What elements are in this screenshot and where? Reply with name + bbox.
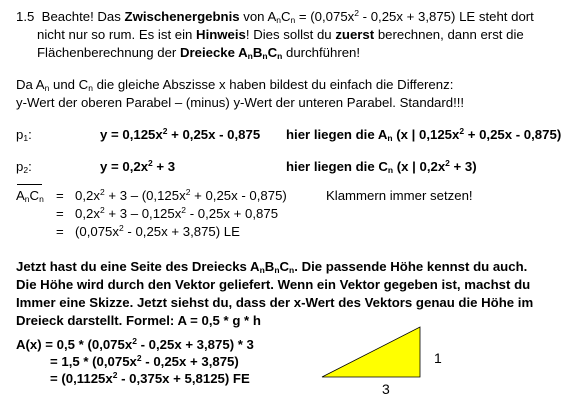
klammern-note: Klammern immer setzen! (326, 188, 473, 203)
ancn-lhs: $A_nC_n$ (16, 188, 44, 204)
intro-line-3: Flächenberechnung der Dreiecke $A_nB_nC_n$ durchführen! (37, 45, 361, 61)
intro-line-1: 1.5 Beachte! Das Zwischenergebnis von $A_nC_n = (0,075x^2 - 0,25x + 3,875)$ LE steht dort (16, 8, 534, 25)
area-line-1: $A(x) = 0,5 * (0,075x^2 - 0,25x + 3,875) * 3$ (16, 336, 254, 352)
section-number: 1.5 (16, 9, 35, 24)
area-line-3: = $(0,1125x^2 - 0,375x + 5,8125)$ FE (50, 370, 250, 386)
triangle-height-label: 1 (434, 350, 442, 366)
diff-line-2: y-Wert der oberen Parabel – (minus) y-Wert der unteren Parabel. Standard!!! (16, 95, 465, 110)
dreiecke-label: Dreiecke $A_nB_nC_n$ (179, 45, 283, 61)
zwischenergebnis: Zwischenergebnis (124, 9, 240, 24)
calc-row-3: $(0,075x^2 - 0,25x + 3,875)$ LE (75, 223, 240, 239)
equals-2: = (56, 206, 64, 221)
p2-equation: $y = 0,2x^2 + 3$ (100, 158, 176, 174)
area-line-2: = $1,5 * (0,075x^2 - 0,25x + 3,875)$ (50, 353, 239, 369)
text2-line-4: Dreieck darstellt. Formel: A = 0,5 * g * h (16, 313, 261, 328)
p1-label: $p_1$: (16, 127, 32, 143)
equals-1: = (56, 188, 64, 203)
calc-row-2: $0,2x^2 + 3 - 0,125x^2 - 0,25x + 0,875$ (75, 205, 279, 221)
zuerst: zuerst (335, 27, 375, 42)
diff-line-1: Da $A_n$ und $C_n$ die gleiche Abszisse x haben bildest du einfach die Differenz: (16, 77, 454, 93)
triangle-base-label: 3 (382, 381, 390, 397)
calc-row-1: $0,2x^2 + 3 - (0,125x^2 + 0,25x - 0,875)$ (75, 187, 287, 203)
p2-points: hier liegen die $C_n$ (x | $0,2x^2 + 3$) (286, 158, 477, 175)
p1-equation: $y = 0,125x^2 + 0,25x - 0,875$ (100, 126, 261, 142)
yellow-triangle (322, 327, 420, 377)
equals-3: = (56, 224, 64, 239)
text2-line-2: Die Höhe wird durch den Vektor geliefert. Wenn ein Vektor gegeben ist, machst du (16, 277, 531, 292)
p2-label: $p_2$: (16, 159, 32, 175)
text2-line-3: Immer eine Skizze. Jetzt siehst du, dass der x-Wert des Vektors genau die Höhe im (16, 295, 534, 310)
p1-points: hier liegen die $A_n$ (x | $0,125x^2 + 0,25x - 0,875$) (286, 126, 561, 143)
text2-line-1: Jetzt hast du eine Seite des Dreiecks $A_nB_nC_n$. Die passende Höhe kennst du auch. (16, 259, 528, 275)
intro-line-2: nicht nur so rum. Es ist ein Hinweis! Dies sollst du zuerst berechnen, dann erst die (37, 27, 524, 42)
hinweis: Hinweis (196, 27, 246, 42)
